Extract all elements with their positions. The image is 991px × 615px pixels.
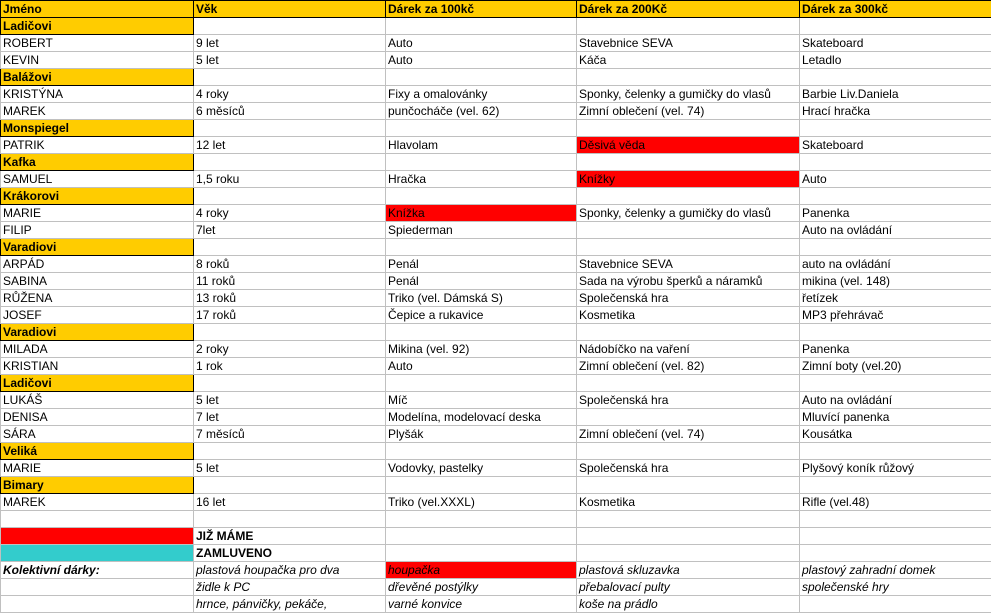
gift-200-cell[interactable]: Káča xyxy=(577,52,800,69)
name-cell[interactable]: PATRIK xyxy=(1,137,194,154)
collective-label[interactable]: Kolektivní dárky: xyxy=(1,562,194,579)
age-cell[interactable]: 7let xyxy=(194,222,386,239)
child-row xyxy=(1,494,991,511)
empty-cell[interactable] xyxy=(577,545,800,562)
empty-cell[interactable] xyxy=(386,511,577,528)
name-cell[interactable]: SÁRA xyxy=(1,426,194,443)
gift-300-cell[interactable]: Skateboard xyxy=(800,35,991,52)
name-cell[interactable]: ROBERT xyxy=(1,35,194,52)
gift-100-cell[interactable]: punčocháče (vel. 62) xyxy=(386,103,577,120)
family-row xyxy=(1,154,991,171)
gift-100-cell[interactable]: Vodovky, pastelky xyxy=(386,460,577,477)
gift-300-cell[interactable]: Kousátka xyxy=(800,426,991,443)
age-cell[interactable]: 17 roků xyxy=(194,307,386,324)
gift-300-cell[interactable]: Letadlo xyxy=(800,52,991,69)
blank-row xyxy=(1,511,991,528)
empty-cell[interactable] xyxy=(800,511,991,528)
empty-cell[interactable] xyxy=(577,324,800,341)
header-name[interactable]: Jméno xyxy=(1,1,194,18)
child-row xyxy=(1,137,991,154)
child-row xyxy=(1,290,991,307)
age-cell[interactable]: 4 roky xyxy=(194,86,386,103)
collective-gift-cell[interactable]: plastový zahradní domek xyxy=(800,562,991,579)
collective-gift-cell[interactable]: přebalovací pulty xyxy=(577,579,800,596)
gift-300-cell[interactable]: auto na ovládání xyxy=(800,256,991,273)
name-cell[interactable]: FILIP xyxy=(1,222,194,239)
gift-200-cell[interactable]: Zimní oblečení (vel. 74) xyxy=(577,426,800,443)
gift-300-cell[interactable]: MP3 přehrávač xyxy=(800,307,991,324)
gift-300-cell[interactable]: Mluvící panenka xyxy=(800,409,991,426)
child-row xyxy=(1,426,991,443)
empty-cell[interactable] xyxy=(800,18,991,35)
name-cell[interactable]: MILADA xyxy=(1,341,194,358)
empty-cell[interactable] xyxy=(386,443,577,460)
age-cell[interactable]: 1,5 roku xyxy=(194,171,386,188)
gift-100-cell[interactable]: Hlavolam xyxy=(386,137,577,154)
empty-cell[interactable] xyxy=(386,528,577,545)
family-row xyxy=(1,443,991,460)
empty-cell[interactable] xyxy=(386,18,577,35)
family-name-cell[interactable]: Bimary xyxy=(1,477,194,494)
gift-100-cell[interactable]: Penál xyxy=(386,273,577,290)
gift-300-cell[interactable]: Auto xyxy=(800,171,991,188)
empty-cell[interactable] xyxy=(577,375,800,392)
empty-cell[interactable] xyxy=(577,511,800,528)
collective-gift-cell[interactable]: dřevěné postýlky xyxy=(386,579,577,596)
empty-cell[interactable] xyxy=(194,188,386,205)
sheet-body xyxy=(1,1,991,613)
empty-cell[interactable] xyxy=(577,443,800,460)
child-row xyxy=(1,460,991,477)
empty-cell[interactable] xyxy=(194,511,386,528)
collective-gift-cell[interactable]: společenské hry xyxy=(800,579,991,596)
empty-cell[interactable] xyxy=(194,18,386,35)
empty-cell[interactable] xyxy=(1,579,194,596)
empty-cell[interactable] xyxy=(800,239,991,256)
empty-cell[interactable] xyxy=(800,477,991,494)
age-cell[interactable]: 5 let xyxy=(194,52,386,69)
gift-200-cell[interactable] xyxy=(577,222,800,239)
empty-cell[interactable] xyxy=(800,69,991,86)
gift-100-cell[interactable]: Auto xyxy=(386,35,577,52)
name-cell[interactable]: ARPÁD xyxy=(1,256,194,273)
empty-cell[interactable] xyxy=(194,239,386,256)
gift-200-cell[interactable]: Sponky, čelenky a gumičky do vlasů xyxy=(577,86,800,103)
age-cell[interactable]: 2 roky xyxy=(194,341,386,358)
name-cell[interactable]: MARIE xyxy=(1,460,194,477)
gift-300-cell[interactable]: Panenka xyxy=(800,205,991,222)
collective-gift-cell[interactable]: hrnce, pánvičky, pekáče, xyxy=(194,596,386,613)
gift-300-cell[interactable]: Auto na ovládání xyxy=(800,222,991,239)
age-cell[interactable]: 16 let xyxy=(194,494,386,511)
empty-cell[interactable] xyxy=(800,545,991,562)
family-name-cell[interactable]: Ladičovi xyxy=(1,18,194,35)
header-gift-200[interactable]: Dárek za 200Kč xyxy=(577,1,800,18)
gift-100-cell[interactable]: Fixy a omalovánky xyxy=(386,86,577,103)
gift-200-cell[interactable]: Děsivá věda xyxy=(577,137,800,154)
empty-cell[interactable] xyxy=(577,18,800,35)
child-row xyxy=(1,205,991,222)
family-row xyxy=(1,120,991,137)
empty-cell[interactable] xyxy=(386,154,577,171)
family-row xyxy=(1,188,991,205)
empty-cell[interactable] xyxy=(577,188,800,205)
family-row xyxy=(1,477,991,494)
child-row xyxy=(1,256,991,273)
child-row xyxy=(1,86,991,103)
age-cell[interactable]: 7 let xyxy=(194,409,386,426)
child-row xyxy=(1,409,991,426)
family-name-cell[interactable]: Varadiovi xyxy=(1,324,194,341)
collective-gift-cell[interactable]: plastová houpačka pro dva xyxy=(194,562,386,579)
collective-row xyxy=(1,579,991,596)
empty-cell[interactable] xyxy=(386,188,577,205)
age-cell[interactable]: 9 let xyxy=(194,35,386,52)
empty-cell[interactable] xyxy=(194,375,386,392)
age-cell[interactable]: 7 měsíců xyxy=(194,426,386,443)
age-cell[interactable]: 12 let xyxy=(194,137,386,154)
gift-200-cell[interactable]: Společenská hra xyxy=(577,392,800,409)
empty-cell[interactable] xyxy=(386,545,577,562)
gift-100-cell[interactable]: Čepice a rukavice xyxy=(386,307,577,324)
gift-100-cell[interactable]: Hračka xyxy=(386,171,577,188)
gift-200-cell[interactable]: Zimní oblečení (vel. 82) xyxy=(577,358,800,375)
legend-swatch-have[interactable] xyxy=(1,528,194,545)
child-row xyxy=(1,171,991,188)
gift-300-cell[interactable]: Barbie Liv.Daniela xyxy=(800,86,991,103)
family-name-cell[interactable]: Krákorovi xyxy=(1,188,194,205)
name-cell[interactable]: KRISTIAN xyxy=(1,358,194,375)
legend-row-have xyxy=(1,528,991,545)
gift-300-cell[interactable]: Panenka xyxy=(800,341,991,358)
empty-cell[interactable] xyxy=(386,324,577,341)
empty-cell[interactable] xyxy=(194,324,386,341)
age-cell[interactable]: 5 let xyxy=(194,392,386,409)
gift-300-cell[interactable]: Skateboard xyxy=(800,137,991,154)
gift-300-cell[interactable]: Rifle (vel.48) xyxy=(800,494,991,511)
collective-gift-cell[interactable]: varné konvice xyxy=(386,596,577,613)
gift-100-cell[interactable]: Knížka xyxy=(386,205,577,222)
name-cell[interactable]: JOSEF xyxy=(1,307,194,324)
empty-cell[interactable] xyxy=(577,154,800,171)
collective-gift-cell[interactable]: houpačka xyxy=(386,562,577,579)
empty-cell[interactable] xyxy=(800,443,991,460)
family-row xyxy=(1,69,991,86)
collective-gift-cell[interactable]: plastová skluzavka xyxy=(577,562,800,579)
gift-300-cell[interactable]: Auto na ovládání xyxy=(800,392,991,409)
header-row xyxy=(1,1,991,18)
collective-gift-cell[interactable]: koše na prádlo xyxy=(577,596,800,613)
gift-100-cell[interactable]: Míč xyxy=(386,392,577,409)
family-name-cell[interactable]: Ladičovi xyxy=(1,375,194,392)
collective-gift-cell[interactable]: židle k PC xyxy=(194,579,386,596)
gift-100-cell[interactable]: Penál xyxy=(386,256,577,273)
gift-300-cell[interactable]: Hrací hračka xyxy=(800,103,991,120)
empty-cell[interactable] xyxy=(800,188,991,205)
empty-cell[interactable] xyxy=(800,120,991,137)
gift-100-cell[interactable]: Mikina (vel. 92) xyxy=(386,341,577,358)
name-cell[interactable]: MAREK xyxy=(1,494,194,511)
child-row xyxy=(1,273,991,290)
family-row xyxy=(1,375,991,392)
name-cell[interactable]: MAREK xyxy=(1,103,194,120)
empty-cell[interactable] xyxy=(577,69,800,86)
legend-label-reserved[interactable]: ZAMLUVENO xyxy=(194,545,386,562)
name-cell[interactable]: MARIE xyxy=(1,205,194,222)
empty-cell[interactable] xyxy=(1,511,194,528)
empty-cell[interactable] xyxy=(386,239,577,256)
empty-cell[interactable] xyxy=(194,477,386,494)
empty-cell[interactable] xyxy=(386,375,577,392)
gift-300-cell[interactable]: Zimní boty (vel.20) xyxy=(800,358,991,375)
name-cell[interactable]: SAMUEL xyxy=(1,171,194,188)
gift-200-cell[interactable]: Sada na výrobu šperků a náramků xyxy=(577,273,800,290)
family-name-cell[interactable]: Kafka xyxy=(1,154,194,171)
empty-cell[interactable] xyxy=(577,120,800,137)
gift-200-cell[interactable]: Společenská hra xyxy=(577,460,800,477)
empty-cell[interactable] xyxy=(800,324,991,341)
family-row xyxy=(1,239,991,256)
gift-100-cell[interactable]: Modelína, modelovací deska xyxy=(386,409,577,426)
empty-cell[interactable] xyxy=(194,69,386,86)
name-cell[interactable]: DENISA xyxy=(1,409,194,426)
gift-100-cell[interactable]: Spiederman xyxy=(386,222,577,239)
gift-300-cell[interactable]: mikina (vel. 148) xyxy=(800,273,991,290)
age-cell[interactable]: 13 roků xyxy=(194,290,386,307)
child-row xyxy=(1,52,991,69)
empty-cell[interactable] xyxy=(800,375,991,392)
family-name-cell[interactable]: Veliká xyxy=(1,443,194,460)
gift-300-cell[interactable]: řetízek xyxy=(800,290,991,307)
gift-100-cell[interactable]: Triko (vel.XXXL) xyxy=(386,494,577,511)
age-cell[interactable]: 1 rok xyxy=(194,358,386,375)
family-name-cell[interactable]: Monspiegel xyxy=(1,120,194,137)
name-cell[interactable]: KRISTÝNA xyxy=(1,86,194,103)
legend-label-have[interactable]: JIŽ MÁME xyxy=(194,528,386,545)
child-row xyxy=(1,358,991,375)
gift-100-cell[interactable]: Plyšák xyxy=(386,426,577,443)
child-row xyxy=(1,222,991,239)
empty-cell[interactable] xyxy=(577,528,800,545)
name-cell[interactable]: LUKÁŠ xyxy=(1,392,194,409)
gift-200-cell[interactable]: Zimní oblečení (vel. 74) xyxy=(577,103,800,120)
family-row xyxy=(1,324,991,341)
gift-200-cell[interactable]: Společenská hra xyxy=(577,290,800,307)
legend-swatch-reserved[interactable] xyxy=(1,545,194,562)
empty-cell[interactable] xyxy=(800,154,991,171)
child-row xyxy=(1,392,991,409)
age-cell[interactable]: 6 měsíců xyxy=(194,103,386,120)
gift-100-cell[interactable]: Auto xyxy=(386,358,577,375)
gift-200-cell[interactable]: Kosmetika xyxy=(577,307,800,324)
name-cell[interactable]: RŮŽENA xyxy=(1,290,194,307)
empty-cell[interactable] xyxy=(194,443,386,460)
family-name-cell[interactable]: Varadiovi xyxy=(1,239,194,256)
age-cell[interactable]: 5 let xyxy=(194,460,386,477)
gift-200-cell[interactable]: Kosmetika xyxy=(577,494,800,511)
gift-200-cell[interactable] xyxy=(577,409,800,426)
legend-row-reserved xyxy=(1,545,991,562)
family-row xyxy=(1,18,991,35)
empty-cell[interactable] xyxy=(577,477,800,494)
empty-cell[interactable] xyxy=(577,239,800,256)
gift-200-cell[interactable]: Stavebnice SEVA xyxy=(577,35,800,52)
age-cell[interactable]: 8 roků xyxy=(194,256,386,273)
empty-cell[interactable] xyxy=(194,120,386,137)
child-row xyxy=(1,103,991,120)
empty-cell[interactable] xyxy=(386,69,577,86)
empty-cell[interactable] xyxy=(800,528,991,545)
empty-cell[interactable] xyxy=(194,154,386,171)
empty-cell[interactable] xyxy=(1,596,194,613)
empty-cell[interactable] xyxy=(386,477,577,494)
collective-row xyxy=(1,562,991,579)
gift-200-cell[interactable]: Knížky xyxy=(577,171,800,188)
gift-100-cell[interactable]: Auto xyxy=(386,52,577,69)
gift-200-cell[interactable]: Sponky, čelenky a gumičky do vlasů xyxy=(577,205,800,222)
header-gift-300[interactable]: Dárek za 300kč xyxy=(800,1,991,18)
collective-gift-cell[interactable] xyxy=(800,596,991,613)
gift-200-cell[interactable]: Stavebnice SEVA xyxy=(577,256,800,273)
header-age[interactable]: Věk xyxy=(194,1,386,18)
family-name-cell[interactable]: Balážovi xyxy=(1,69,194,86)
child-row xyxy=(1,35,991,52)
gift-200-cell[interactable]: Nádobíčko na vaření xyxy=(577,341,800,358)
name-cell[interactable]: KEVIN xyxy=(1,52,194,69)
age-cell[interactable]: 11 roků xyxy=(194,273,386,290)
child-row xyxy=(1,307,991,324)
age-cell[interactable]: 4 roky xyxy=(194,205,386,222)
header-gift-100[interactable]: Dárek za 100kč xyxy=(386,1,577,18)
gift-300-cell[interactable]: Plyšový koník růžový xyxy=(800,460,991,477)
gift-100-cell[interactable]: Triko (vel. Dámská S) xyxy=(386,290,577,307)
child-row xyxy=(1,341,991,358)
collective-row xyxy=(1,596,991,613)
empty-cell[interactable] xyxy=(386,120,577,137)
name-cell[interactable]: SABINA xyxy=(1,273,194,290)
